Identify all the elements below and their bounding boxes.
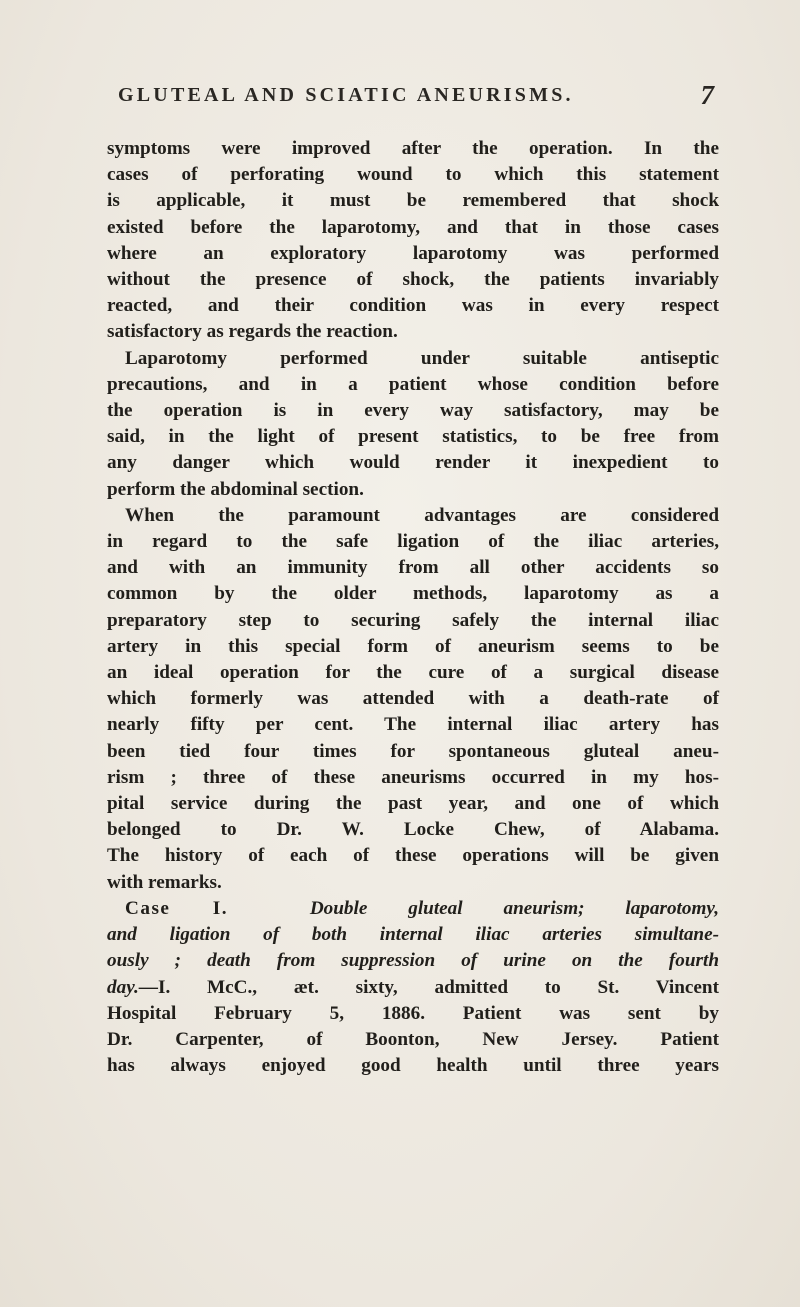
case-heading-line bbox=[107, 896, 719, 922]
case-title-line: and ligation of both internal iliac arteries simultane- bbox=[107, 924, 719, 946]
text-line: said, in the light of present statistics, to be free from bbox=[107, 426, 719, 448]
text-line: belonged to Dr. W. Locke Chew, of Alabama. bbox=[107, 819, 719, 841]
text-line: and with an immunity from all other accidents so bbox=[107, 557, 719, 579]
page-number: 7 bbox=[700, 80, 714, 110]
case-title: Double gluteal aneurism; laparotomy, bbox=[309, 897, 719, 919]
case-title-line: ously ; death from suppression of urine on the fourth bbox=[107, 950, 719, 972]
case-text-line: Hospital February 5, 1886. Patient was sent by bbox=[107, 1002, 719, 1024]
text-line: is applicable, it must be remembered that shock bbox=[107, 190, 719, 212]
text-line: existed before the laparotomy, and that in those cases bbox=[107, 216, 719, 238]
case-text-line bbox=[107, 975, 719, 1001]
text-line: without the presence of shock, the patients invariably bbox=[107, 269, 719, 291]
text-line: artery in this special form of aneurism seems to be bbox=[107, 635, 719, 657]
case-title-end: day. bbox=[107, 976, 139, 998]
text-line: pital service during the past year, and one of which bbox=[107, 793, 719, 815]
text-line: When the paramount advantages are considered bbox=[125, 504, 719, 526]
text-line: nearly fifty per cent. The internal iliac artery has bbox=[107, 714, 719, 736]
text-line: symptoms were improved after the operation. In the bbox=[107, 138, 719, 159]
text-line: rism ; three of these aneurisms occurred in my hos- bbox=[107, 766, 719, 788]
body-text bbox=[107, 136, 719, 1079]
text-line: precautions, and in a patient whose condition before bbox=[107, 373, 719, 395]
text-line: preparatory step to securing safely the internal iliac bbox=[107, 609, 719, 631]
text-line: any danger which would render it inexpedient to bbox=[107, 452, 719, 474]
text-line: in regard to the safe ligation of the iliac arteries, bbox=[107, 531, 719, 553]
running-header bbox=[118, 80, 714, 116]
text-line: with remarks. bbox=[107, 871, 222, 893]
text-line: satisfactory as regards the reaction. bbox=[107, 321, 398, 343]
text-line: where an exploratory laparotomy was performed bbox=[107, 242, 719, 264]
text-line: an ideal operation for the cure of a surgical disease bbox=[107, 662, 719, 684]
running-title: GLUTEAL AND SCIATIC ANEURISMS. bbox=[118, 84, 574, 106]
case-text-line: has always enjoyed good health until three years bbox=[107, 1055, 719, 1077]
text-line: common by the older methods, laparotomy as a bbox=[107, 583, 719, 605]
text-line: which formerly was attended with a death-rate of bbox=[107, 688, 719, 710]
case-text: —I. McC., æt. sixty, admitted to St. Vincent bbox=[138, 976, 719, 998]
text-line: reacted, and their condition was in every respect bbox=[107, 295, 719, 317]
text-line: perform the abdominal section. bbox=[107, 478, 364, 500]
text-line: Laparotomy performed under suitable antiseptic bbox=[125, 347, 719, 369]
case-text-line: Dr. Carpenter, of Boonton, New Jersey. Patient bbox=[107, 1028, 719, 1050]
text-line: the operation is in every way satisfactory, may be bbox=[107, 400, 719, 422]
text-line: been tied four times for spontaneous gluteal aneu- bbox=[107, 740, 719, 762]
case-label: Case I. bbox=[125, 897, 229, 919]
text-line: The history of each of these operations will be given bbox=[107, 845, 719, 867]
text-line: cases of perforating wound to which this statement bbox=[107, 164, 719, 186]
